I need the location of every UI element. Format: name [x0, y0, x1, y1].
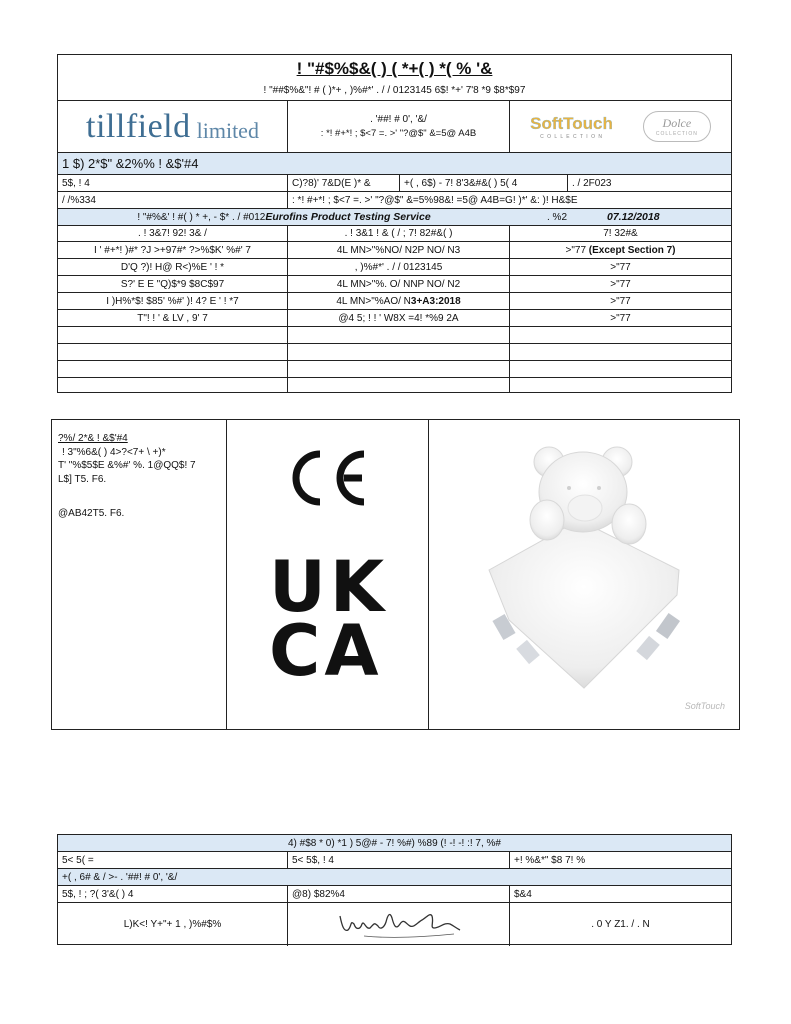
table-row [58, 276, 731, 293]
declaration-table [57, 834, 732, 945]
info-cell: / /%334 [62, 194, 96, 206]
declaration-heading-row [58, 835, 731, 852]
ukca-mark-ca: CA [269, 610, 383, 692]
softtouch-watermark: SoftTouch [684, 701, 725, 711]
declaration-row-1 [58, 852, 731, 869]
signature-icon [334, 908, 464, 942]
ukca-mark-uk: UK [269, 546, 389, 628]
declaration-cell: 5< 5( = [62, 854, 94, 866]
test-date: 07.12/2018 [607, 211, 660, 223]
standard-cell: >"77 [565, 244, 587, 256]
document-subtitle: ! "##$%&"! # ( )*+ , )%#*' . / / 0123145 6$! *+' 7'8 *9 $8*$97 [263, 84, 526, 96]
product-line: ! 3"%6&( ) 4>?<7+ \ +)* [62, 446, 166, 458]
teddy-comforter-image [429, 420, 739, 729]
info-cell: C)?8)' 7&D(E )* & [292, 177, 371, 189]
product-heading: ?%/ 2*& ! &$'#4 [58, 433, 128, 444]
testing-lab-row [58, 209, 731, 226]
table-row [58, 293, 731, 310]
standard-cell: >"77 [610, 278, 631, 290]
declaration-cell: 5< 5$, ! 4 [292, 854, 334, 866]
company-address: . '##! # 0', '&/ : *! #+*! ; $<7 =. >' "?@$" &=5@ A4B [288, 101, 510, 152]
info-row-1 [58, 175, 731, 192]
declaration-cell: 5$, ! ; ?( 3'&( ) 4 [62, 888, 134, 900]
title-row [58, 55, 731, 101]
testing-lab-name: Eurofins Product Testing Service [265, 211, 431, 223]
declaration-row-4 [58, 903, 731, 946]
standard-cell: 7! 32#& [603, 228, 638, 239]
standard-cell: I ' #+*! )#* ?J >+97#* ?>%$K' %#' 7 [94, 244, 251, 256]
product-image [429, 420, 739, 729]
product-line: @AB42T5. F6. [58, 508, 125, 519]
product-details [52, 420, 227, 729]
declaration-cell: +( , 6# & / >- . '##! # 0', '&/ [62, 871, 178, 883]
info-cell: . / 2F023 [572, 177, 612, 189]
declaration-date: . 0 Y Z1. / . N [591, 919, 650, 930]
standards-table [58, 226, 731, 392]
table-row [58, 226, 731, 242]
ce-mark-icon [282, 448, 372, 508]
standard-cell: D'Q ?)! H@ R<)%E ' ! * [120, 261, 225, 273]
softtouch-logo: SoftTouch C O L L E C T I O N [530, 113, 613, 140]
table-row [58, 344, 731, 361]
standard-note: (Except Section 7) [588, 244, 676, 256]
standard-cell: . ! 3&7! 92! 3& / [138, 228, 207, 239]
declaration-row-2 [58, 869, 731, 886]
dolce-logo: Dolce COLLECTION [643, 111, 711, 142]
table-row [58, 378, 731, 393]
product-line [58, 486, 226, 499]
declaration-cell: $&4 [514, 888, 532, 900]
standard-cell: S?' E E "Q)$*9 $8C$97 [120, 278, 225, 290]
info-row-2 [58, 192, 731, 209]
company-row [58, 101, 731, 153]
info-cell: +( , 6$) - 7! 8'3&#&( ) 5( 4 [404, 177, 518, 189]
ukca-mark [269, 546, 389, 692]
standard-cell: 4L MN>"%NO/ N2P NO/ N3 [336, 244, 461, 256]
signatory-name: L)K<! Y+"+ 1 , )%#$% [123, 919, 222, 930]
standard-cell: >"77 [610, 261, 631, 273]
declaration-cell: +! %&*" $8 7! % [514, 854, 586, 866]
standard-cell: 4L MN>"%. O/ NNP NO/ N2 [336, 278, 461, 290]
product-line: T' "%$5$E &%#' %. 1@QQ$! 7 [58, 460, 196, 471]
declaration-heading: 4) #$8 * 0) *1 ) 5@# - 7! %#) %89 (! -! -! :! 7, %# [287, 837, 501, 849]
standard-cell: @4 5; ! ! ' W8X =4! *%9 2A [338, 312, 459, 324]
product-panel [51, 419, 740, 730]
declaration-row-3 [58, 886, 731, 903]
date-label: . %2 [547, 211, 568, 223]
standard-note: 3+A3:2018 [410, 295, 461, 307]
standard-cell: 4L MN>"%AO/ N [336, 295, 411, 307]
section-heading: 1 $) 2*$" &2%% ! &$'#4 [62, 156, 199, 171]
standard-cell: , )%#*' . / / 0123145 [354, 261, 443, 273]
table-row [58, 242, 731, 259]
brand-logos [510, 101, 731, 152]
declaration-cell: @8) $82%4 [292, 888, 345, 900]
product-line: L$] T5. F6. [58, 473, 107, 485]
info-cell: 5$, ! 4 [62, 177, 90, 189]
table-row [58, 327, 731, 344]
table-row [58, 361, 731, 378]
standard-cell: T"! ! ' & LV , 9' 7 [137, 312, 208, 324]
testing-label: ! "#%&' ! #( ) * +, - $* . / #012 [137, 211, 266, 223]
document-info-table [57, 54, 732, 393]
certification-marks [227, 420, 429, 729]
section-heading-row [58, 153, 731, 175]
document-title: ! "#$%$&( ) ( *+( ) *( % '& [296, 59, 493, 78]
table-row [58, 259, 731, 276]
standard-cell: >"77 [610, 312, 631, 324]
signature [288, 903, 510, 946]
standard-cell: I )H%*$! $85' %#' )! 4? E ' ! *7 [106, 295, 239, 307]
company-logo: tillfield limited [58, 101, 288, 152]
standard-cell: . ! 3&1 ! & ( / ; 7! 82#&( ) [344, 228, 453, 239]
info-cell: : *! #+*! ; $<7 =. >' "?@$" &=5%98&! =5@ A4B=G! )*' &: )! H&$E [292, 194, 578, 206]
standard-cell: >"77 [610, 295, 631, 307]
table-row [58, 310, 731, 327]
